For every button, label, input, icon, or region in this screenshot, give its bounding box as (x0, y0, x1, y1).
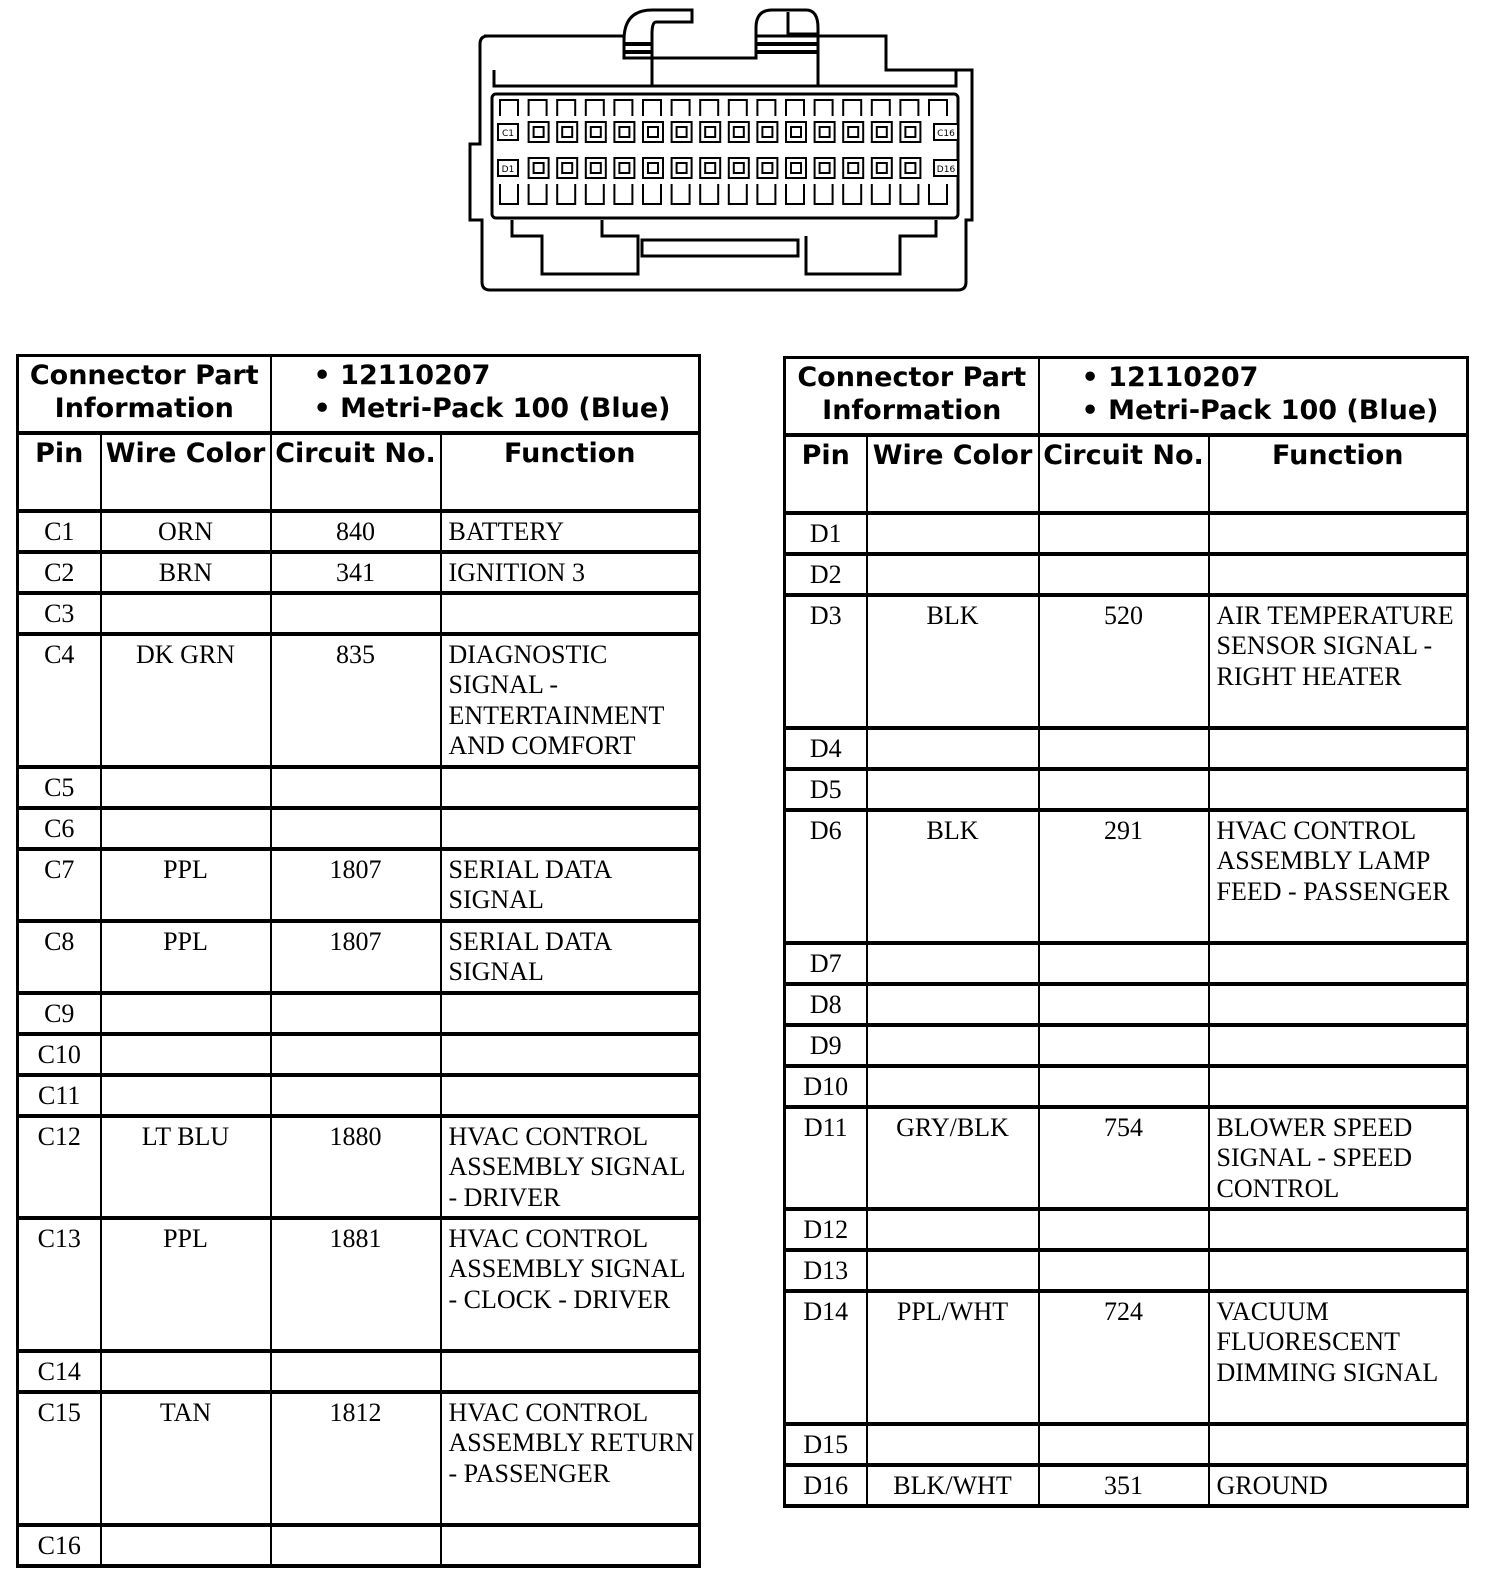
cavity-notch (672, 184, 690, 204)
cavity-c (643, 122, 663, 142)
cell-function: VACUUM FLUORESCENT DIMMING SIGNAL (1209, 1291, 1468, 1424)
connector-part-info-value (271, 356, 700, 434)
cell-wire-color (867, 943, 1039, 984)
cavity-d (586, 158, 606, 178)
cavity-d (614, 158, 634, 178)
cell-wire-color: LT BLU (101, 1116, 271, 1218)
cell-pin: D14 (785, 1291, 867, 1424)
cell-function: GROUND (1209, 1465, 1468, 1506)
cell-function (1209, 1025, 1468, 1066)
table-row (18, 593, 700, 634)
table-row (18, 1116, 700, 1218)
cavity-d-inner (562, 163, 572, 173)
cell-wire-color: ORN (101, 511, 271, 552)
table-row (18, 849, 700, 921)
cell-wire-color (867, 554, 1039, 595)
table-row (18, 1034, 700, 1075)
cell-wire-color (101, 1351, 271, 1392)
cell-function (441, 1525, 700, 1566)
cell-circuit (1039, 554, 1209, 595)
cell-pin: C15 (18, 1392, 101, 1525)
cavity-c-inner (820, 127, 830, 137)
cell-circuit: 520 (1039, 595, 1209, 728)
cell-pin: D7 (785, 943, 867, 984)
cell-pin: C11 (18, 1075, 101, 1116)
cavity-d-inner (877, 163, 887, 173)
cavity-c (872, 122, 892, 142)
cell-circuit: 291 (1039, 810, 1209, 943)
cavity-notch (900, 100, 918, 116)
cell-circuit (271, 593, 441, 634)
cell-function (441, 808, 700, 849)
cell-circuit (1039, 1066, 1209, 1107)
cavity-d-inner (677, 163, 687, 173)
table-row (18, 1351, 700, 1392)
cavity-c (614, 122, 634, 142)
cavity-notch (557, 100, 575, 116)
cavity-c-inner (734, 127, 744, 137)
cavity-notch (757, 100, 775, 116)
cell-pin: C14 (18, 1351, 101, 1392)
cell-function (441, 1075, 700, 1116)
cell-circuit (1039, 1025, 1209, 1066)
cell-circuit (271, 993, 441, 1034)
cell-circuit (1039, 984, 1209, 1025)
cavity-c-inner (562, 127, 572, 137)
cell-function (1209, 984, 1468, 1025)
cell-pin: D1 (785, 513, 867, 554)
table-row (785, 554, 1468, 595)
cell-pin: D6 (785, 810, 867, 943)
cavity-notch (843, 100, 861, 116)
label-d16: D16 (936, 165, 956, 175)
cell-function: DIAGNOSTIC SIGNAL - ENTERTAINMENT AND COMFORT (441, 634, 700, 767)
cell-wire-color (101, 767, 271, 808)
table-row (18, 1075, 700, 1116)
cavity-c (757, 122, 777, 142)
cell-function: HVAC CONTROL ASSEMBLY RETURN - PASSENGER (441, 1392, 700, 1525)
cavity-d (700, 158, 720, 178)
part-type: • Metri-Pack 100 (Blue) (1081, 395, 1439, 426)
table-row (785, 1291, 1468, 1424)
cavity-d-inner (705, 163, 715, 173)
cavity-notch (529, 184, 547, 204)
cavity-notch (529, 100, 547, 116)
cell-circuit (271, 1351, 441, 1392)
cell-function (1209, 1424, 1468, 1465)
table-row (18, 634, 700, 767)
cell-circuit (1039, 513, 1209, 554)
cell-function: IGNITION 3 (441, 552, 700, 593)
table-row (785, 595, 1468, 728)
pin-table-c (16, 354, 701, 1568)
cavity-c-inner (534, 127, 544, 137)
col-pin: Pin (785, 435, 867, 513)
cavity-notch (500, 184, 518, 204)
cell-pin: C12 (18, 1116, 101, 1218)
cavity-d (843, 158, 863, 178)
cavity-notch (729, 184, 747, 204)
table-row (785, 984, 1468, 1025)
table-row (785, 1025, 1468, 1066)
cell-circuit (1039, 943, 1209, 984)
cell-pin: C8 (18, 921, 101, 993)
cavity-d-inner (905, 163, 915, 173)
cavity-c-inner (905, 127, 915, 137)
cavity-c (529, 122, 549, 142)
cavity-d (786, 158, 806, 178)
cell-wire-color: PPL (101, 1218, 271, 1351)
cavity-d-inner (762, 163, 772, 173)
cavity-c-inner (619, 127, 629, 137)
table-row (18, 552, 700, 593)
cell-function: HVAC CONTROL ASSEMBLY SIGNAL - DRIVER (441, 1116, 700, 1218)
cavity-d-inner (734, 163, 744, 173)
cell-circuit (1039, 1250, 1209, 1291)
cell-pin: D13 (785, 1250, 867, 1291)
cavity-notch (786, 184, 804, 204)
table-row (785, 1209, 1468, 1250)
cell-wire-color (867, 1025, 1039, 1066)
cell-wire-color: DK GRN (101, 634, 271, 767)
cavity-notch (815, 184, 833, 204)
cell-circuit (271, 1034, 441, 1075)
cell-function (441, 1351, 700, 1392)
cell-wire-color (101, 993, 271, 1034)
cell-wire-color (101, 1075, 271, 1116)
cell-pin: C2 (18, 552, 101, 593)
cell-wire-color: PPL/WHT (867, 1291, 1039, 1424)
cavity-d (672, 158, 692, 178)
cavity-notch (643, 184, 661, 204)
cavity-c-inner (591, 127, 601, 137)
cavity-notch (614, 184, 632, 204)
cell-circuit (271, 767, 441, 808)
cavity-c (729, 122, 749, 142)
col-function: Function (441, 433, 700, 511)
table-row (785, 1107, 1468, 1209)
cavity-c (586, 122, 606, 142)
cell-function (1209, 728, 1468, 769)
cell-pin: D12 (785, 1209, 867, 1250)
cell-pin: D4 (785, 728, 867, 769)
cell-circuit (1039, 728, 1209, 769)
cell-pin: C9 (18, 993, 101, 1034)
cell-wire-color (867, 1209, 1039, 1250)
cell-function: SERIAL DATA SIGNAL (441, 849, 700, 921)
cell-function (1209, 1250, 1468, 1291)
cell-pin: C5 (18, 767, 101, 808)
cell-function: AIR TEMPERATURE SENSOR SIGNAL - RIGHT HEATER (1209, 595, 1468, 728)
connector-part-info-value (1039, 358, 1468, 436)
label-c1: C1 (501, 129, 515, 139)
cavity-d (529, 158, 549, 178)
cavity-d-inner (820, 163, 830, 173)
cavity-d (729, 158, 749, 178)
cavity-d-inner (591, 163, 601, 173)
cell-function (441, 993, 700, 1034)
cell-pin: D15 (785, 1424, 867, 1465)
cell-pin: D5 (785, 769, 867, 810)
table-row (785, 1424, 1468, 1465)
cell-wire-color (101, 593, 271, 634)
table-row (785, 1250, 1468, 1291)
cell-circuit: 1812 (271, 1392, 441, 1525)
cavity-d-inner (648, 163, 658, 173)
cell-function (1209, 513, 1468, 554)
cavity-c (700, 122, 720, 142)
table-row (18, 993, 700, 1034)
cell-pin: D11 (785, 1107, 867, 1209)
cavity-notch (700, 184, 718, 204)
table-row (18, 921, 700, 993)
part-number: • 12110207 (1081, 362, 1259, 393)
table-row (785, 513, 1468, 554)
cell-pin: C13 (18, 1218, 101, 1351)
cell-wire-color (867, 1066, 1039, 1107)
cell-circuit (1039, 769, 1209, 810)
cavity-notch (614, 100, 632, 116)
cell-wire-color (867, 984, 1039, 1025)
cavity-d (757, 158, 777, 178)
cell-wire-color: PPL (101, 921, 271, 993)
cavity-d (557, 158, 577, 178)
col-circuit: Circuit No. (271, 433, 441, 511)
cell-wire-color (101, 1034, 271, 1075)
cavity-notch (557, 184, 575, 204)
cavity-c (900, 122, 920, 142)
cell-function (1209, 769, 1468, 810)
cavity-notch (672, 100, 690, 116)
table-row (785, 1465, 1468, 1506)
cavity-d (815, 158, 835, 178)
cavity-d (643, 158, 663, 178)
cell-circuit (1039, 1209, 1209, 1250)
cell-wire-color: BLK (867, 810, 1039, 943)
cell-circuit (271, 1075, 441, 1116)
cavity-c-inner (848, 127, 858, 137)
cell-circuit (1039, 1424, 1209, 1465)
cavity-c-inner (877, 127, 887, 137)
cell-function: HVAC CONTROL ASSEMBLY LAMP FEED - PASSENGER (1209, 810, 1468, 943)
cavity-d-inner (848, 163, 858, 173)
cell-wire-color (101, 808, 271, 849)
cell-pin: D2 (785, 554, 867, 595)
cell-circuit: 1881 (271, 1218, 441, 1351)
cell-pin: D16 (785, 1465, 867, 1506)
table-row (785, 728, 1468, 769)
table-row (785, 769, 1468, 810)
cavity-c (786, 122, 806, 142)
cavity-notch (929, 100, 947, 116)
cavity-notch (872, 100, 890, 116)
col-wire-color: Wire Color (867, 435, 1039, 513)
cavity-notch (929, 184, 947, 204)
cell-function: HVAC CONTROL ASSEMBLY SIGNAL - CLOCK - DRIVER (441, 1218, 700, 1351)
cavity-c (843, 122, 863, 142)
connector-part-info-label: Connector Part Information (785, 358, 1039, 436)
cavity-c (815, 122, 835, 142)
cavity-c-inner (791, 127, 801, 137)
cell-wire-color: GRY/BLK (867, 1107, 1039, 1209)
cell-wire-color (867, 513, 1039, 554)
cavity-notch (815, 100, 833, 116)
cavity-c (557, 122, 577, 142)
table-row (18, 808, 700, 849)
cell-wire-color (867, 1250, 1039, 1291)
cavity-notch (700, 100, 718, 116)
cavity-notch (872, 184, 890, 204)
cavity-c-inner (762, 127, 772, 137)
cell-pin: D8 (785, 984, 867, 1025)
cell-circuit (271, 1525, 441, 1566)
cavity-d (872, 158, 892, 178)
cell-pin: C7 (18, 849, 101, 921)
cell-pin: C4 (18, 634, 101, 767)
table-c-body (18, 356, 700, 1567)
cell-function (1209, 1066, 1468, 1107)
table-row (18, 511, 700, 552)
col-function: Function (1209, 435, 1468, 513)
cell-circuit: 351 (1039, 1465, 1209, 1506)
label-c16: C16 (937, 129, 955, 139)
cell-pin: C6 (18, 808, 101, 849)
cell-pin: D10 (785, 1066, 867, 1107)
cavity-notch (843, 184, 861, 204)
cell-pin: C10 (18, 1034, 101, 1075)
cell-wire-color: BLK (867, 595, 1039, 728)
table-row (18, 1525, 700, 1566)
cell-wire-color: PPL (101, 849, 271, 921)
cavity-d-inner (791, 163, 801, 173)
cell-circuit: 754 (1039, 1107, 1209, 1209)
cell-wire-color: BRN (101, 552, 271, 593)
cell-function: SERIAL DATA SIGNAL (441, 921, 700, 993)
cavity-notch (757, 184, 775, 204)
cell-function (441, 593, 700, 634)
table-row (785, 943, 1468, 984)
cell-circuit: 840 (271, 511, 441, 552)
cavity-notch (900, 184, 918, 204)
cavity-c-inner (705, 127, 715, 137)
table-row (18, 767, 700, 808)
cell-function (1209, 1209, 1468, 1250)
label-d1: D1 (501, 165, 515, 175)
cell-function (441, 767, 700, 808)
col-pin: Pin (18, 433, 101, 511)
cavity-c (672, 122, 692, 142)
cell-function: BLOWER SPEED SIGNAL - SPEED CONTROL (1209, 1107, 1468, 1209)
cell-circuit: 1807 (271, 849, 441, 921)
part-type: • Metri-Pack 100 (Blue) (313, 393, 671, 424)
cavity-notch (586, 100, 604, 116)
cell-function (1209, 943, 1468, 984)
table-d-body (785, 358, 1468, 1507)
cell-circuit (271, 808, 441, 849)
connector-part-info-label: Connector Part Information (18, 356, 271, 434)
part-number: • 12110207 (313, 360, 491, 391)
cell-wire-color (867, 769, 1039, 810)
cell-function (441, 1034, 700, 1075)
cavity-notch (643, 100, 661, 116)
cell-circuit: 835 (271, 634, 441, 767)
cavity-d (900, 158, 920, 178)
cell-circuit: 341 (271, 552, 441, 593)
cavity-c-inner (648, 127, 658, 137)
cavity-notch (729, 100, 747, 116)
cavity-notch (500, 100, 518, 116)
cell-function (1209, 554, 1468, 595)
cavity-d-inner (534, 163, 544, 173)
cell-wire-color (867, 1424, 1039, 1465)
pin-table-d (783, 356, 1469, 1508)
cell-wire-color: BLK/WHT (867, 1465, 1039, 1506)
col-wire-color: Wire Color (101, 433, 271, 511)
table-row (18, 1218, 700, 1351)
col-circuit: Circuit No. (1039, 435, 1209, 513)
cell-pin: C1 (18, 511, 101, 552)
cell-circuit: 724 (1039, 1291, 1209, 1424)
table-row (785, 1066, 1468, 1107)
cavity-d-inner (619, 163, 629, 173)
cell-pin: D3 (785, 595, 867, 728)
cell-wire-color (101, 1525, 271, 1566)
cavity-c-inner (677, 127, 687, 137)
cell-pin: C3 (18, 593, 101, 634)
cell-circuit: 1807 (271, 921, 441, 993)
cell-circuit: 1880 (271, 1116, 441, 1218)
cell-wire-color: TAN (101, 1392, 271, 1525)
cavity-notch (786, 100, 804, 116)
cell-wire-color (867, 728, 1039, 769)
table-row (785, 810, 1468, 943)
cell-pin: D9 (785, 1025, 867, 1066)
table-row (18, 1392, 700, 1525)
connector-diagram (466, 4, 992, 296)
cell-pin: C16 (18, 1525, 101, 1566)
cavity-notch (586, 184, 604, 204)
cell-function: BATTERY (441, 511, 700, 552)
